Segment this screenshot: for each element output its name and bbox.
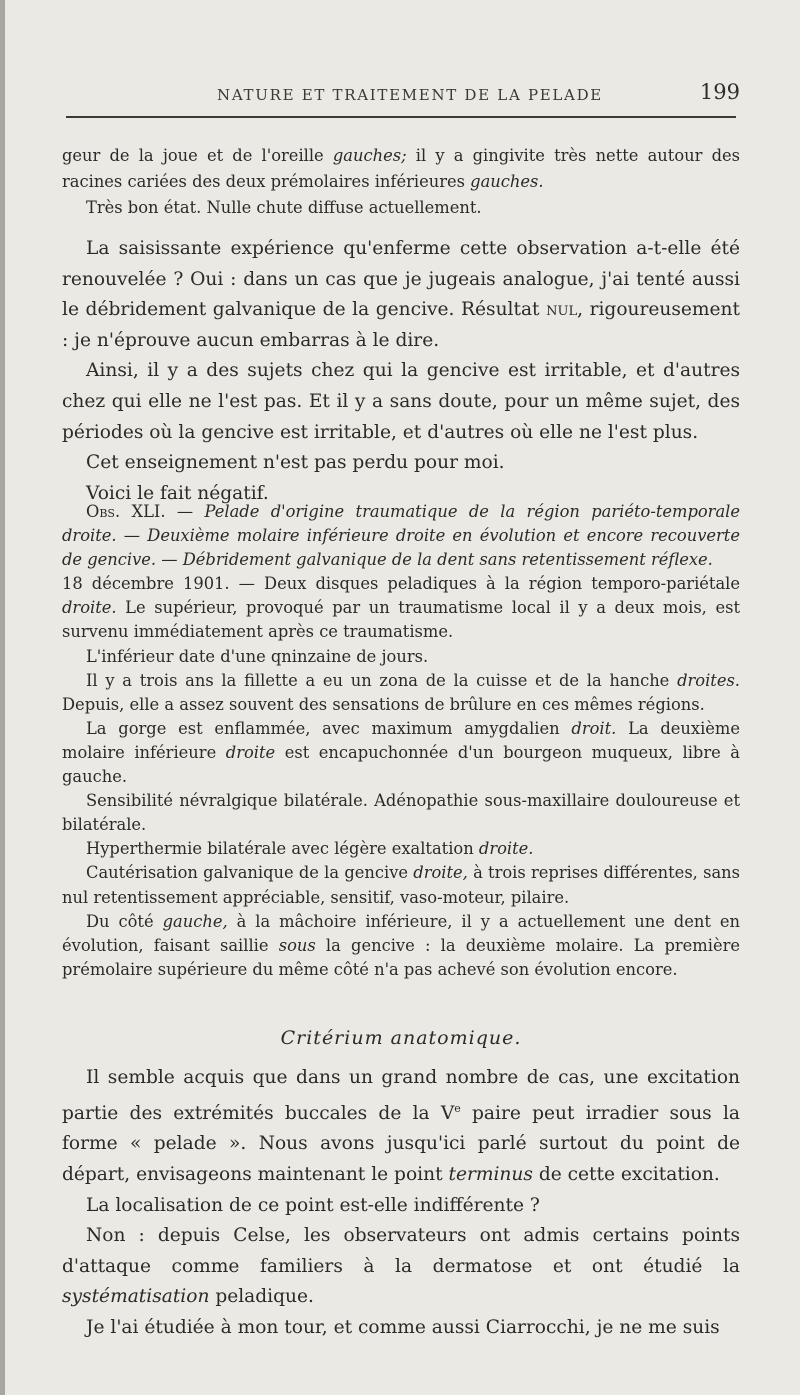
emphasis: terminus [448, 1163, 533, 1185]
emphasis: droit. [571, 718, 617, 738]
page-header [62, 80, 740, 114]
paragraph: Sensibilité névralgique bilatérale. Adénopathie sous-maxillaire douloureuse et bilatérale. [62, 791, 740, 835]
emphasis: droite, [413, 863, 468, 883]
paragraph: Je l'ai étudiée à mon tour, et comme aussi Ciarrocchi, je ne me suis [86, 1316, 720, 1338]
text: à la mâchoire inférieure, il y a actuellement une dent en évolution, faisant saillie [62, 911, 740, 955]
page-number: 199 [699, 80, 740, 104]
paragraph [62, 669, 740, 717]
text: à trois reprises différentes, sans nul retentissement appréciable, sensitif, vaso-moteur, pilaire. [62, 863, 740, 907]
emphasis: gauches; [332, 146, 407, 165]
text: La deuxième molaire inférieure [62, 718, 740, 762]
text: Il semble acquis que dans un grand nombre de cas, une excitation partie des extrémités buccales de la V [62, 1067, 740, 1124]
text: 18 décembre 1901. — Deux disques peladiques à la région temporo-pariétale [62, 574, 740, 594]
text: de cette excitation. [532, 1163, 720, 1185]
criterium-section [62, 1063, 740, 1344]
emphasis: droite [225, 742, 276, 762]
superscript: e [454, 1101, 461, 1115]
text: Du côté [86, 911, 163, 931]
paragraph [62, 234, 740, 356]
paragraph [62, 717, 740, 789]
text: La gorge est enflammée, avec maximum amygdalien [86, 718, 572, 738]
text: il y a gingivite très nette autour des racines cariées des deux prémolaires inférieures [62, 146, 740, 191]
paragraph: Ainsi, il y a des sujets chez qui la gencive est irritable, et d'autres chez qui elle ne l'est pas. Et il y a sans doute, pour un même sujet, des périodes où la gencive est irritable, et d'autres où elle ne l'est plus. [62, 360, 740, 443]
text: , rigoureusement : je n'éprouve aucun embarras à le dire. [62, 299, 740, 351]
paragraph: L'inférieur date d'une qninzaine de jours. [86, 646, 429, 666]
emphasis: gauche, [162, 911, 228, 931]
text: la gencive : la deuxième molaire. La première prémolaire supérieure du même côté n'a pas achevé son évolution encore. [62, 935, 741, 979]
text: Non : depuis Celse, les observateurs ont admis certains points d'attaque comme familiers à la dermatose et ont étudié la [62, 1225, 740, 1277]
observation-title: Pelade d'origine traumatique de la région pariéto-temporale droite. — Deuxième molaire inférieure droite en évolution et encore recouverte de gencive. — Débridement galvanique de la dent sans retentissement réflexe. [62, 502, 741, 570]
observation-heading [62, 500, 740, 572]
emphasis: droite. [478, 839, 534, 859]
paragraph [62, 1221, 740, 1313]
page-edge-shadow [0, 0, 5, 1395]
discussion-section [62, 234, 740, 509]
text: Il y a trois ans la fillette a eu un zona de la cuisse et de la hanche [86, 670, 678, 690]
paragraph: Cet enseignement n'est pas perdu pour moi. [86, 452, 505, 474]
emphasis: sous [278, 935, 316, 955]
observation-xli [62, 500, 740, 982]
paragraph [62, 861, 740, 909]
running-title: NATURE ET TRAITEMENT DE LA PELADE [217, 86, 603, 104]
text: — [165, 502, 205, 521]
text: Hyperthermie bilatérale avec légère exaltation [86, 839, 479, 859]
paragraph [62, 143, 740, 195]
emphasis: systématisation [62, 1286, 210, 1308]
text: geur de la joue et de l'oreille [62, 146, 333, 165]
section-heading: Critérium anatomique. [280, 1027, 522, 1049]
observation-label: Obs. XLI. [86, 502, 166, 521]
paragraph: Voici le fait négatif. [86, 482, 269, 504]
text: est encapuchonnée d'un bourgeon muqueux, libre à gauche. [62, 742, 741, 787]
paragraph: Très bon état. Nulle chute diffuse actuellement. [86, 198, 482, 217]
text: paire peut irradier sous la forme « pelade ». Nous avons jusqu'ici parlé surtout du point de départ, envisageons maintenant le point [62, 1102, 740, 1185]
header-rule [66, 116, 736, 118]
text: Depuis, elle a assez souvent des sensations de brûlure en ces mêmes régions. [62, 694, 705, 714]
paragraph [62, 572, 740, 644]
paragraph: La localisation de ce point est-elle indifférente ? [86, 1194, 540, 1216]
paragraph [62, 910, 740, 982]
emphasis: droite. [62, 598, 117, 618]
text: La saisissante expérience qu'enferme cette observation a-t-elle été renouvelée ? Oui : dans un cas que je jugeais analogue, j'ai tenté aussi le débridement galvanique de la gencive. Résultat [62, 238, 740, 321]
small-caps-text: nul [546, 299, 578, 321]
observation-continuation [62, 143, 740, 221]
emphasis: gauches. [470, 172, 544, 191]
paragraph [62, 1063, 740, 1191]
text: Cautérisation galvanique de la gencive [86, 863, 414, 883]
paragraph [62, 837, 740, 861]
text: Le supérieur, provoqué par un traumatisme local il y a deux mois, est survenu immédiatement après ce traumatisme. [62, 598, 740, 642]
text: peladique. [209, 1286, 314, 1308]
emphasis: droites. [677, 670, 740, 690]
